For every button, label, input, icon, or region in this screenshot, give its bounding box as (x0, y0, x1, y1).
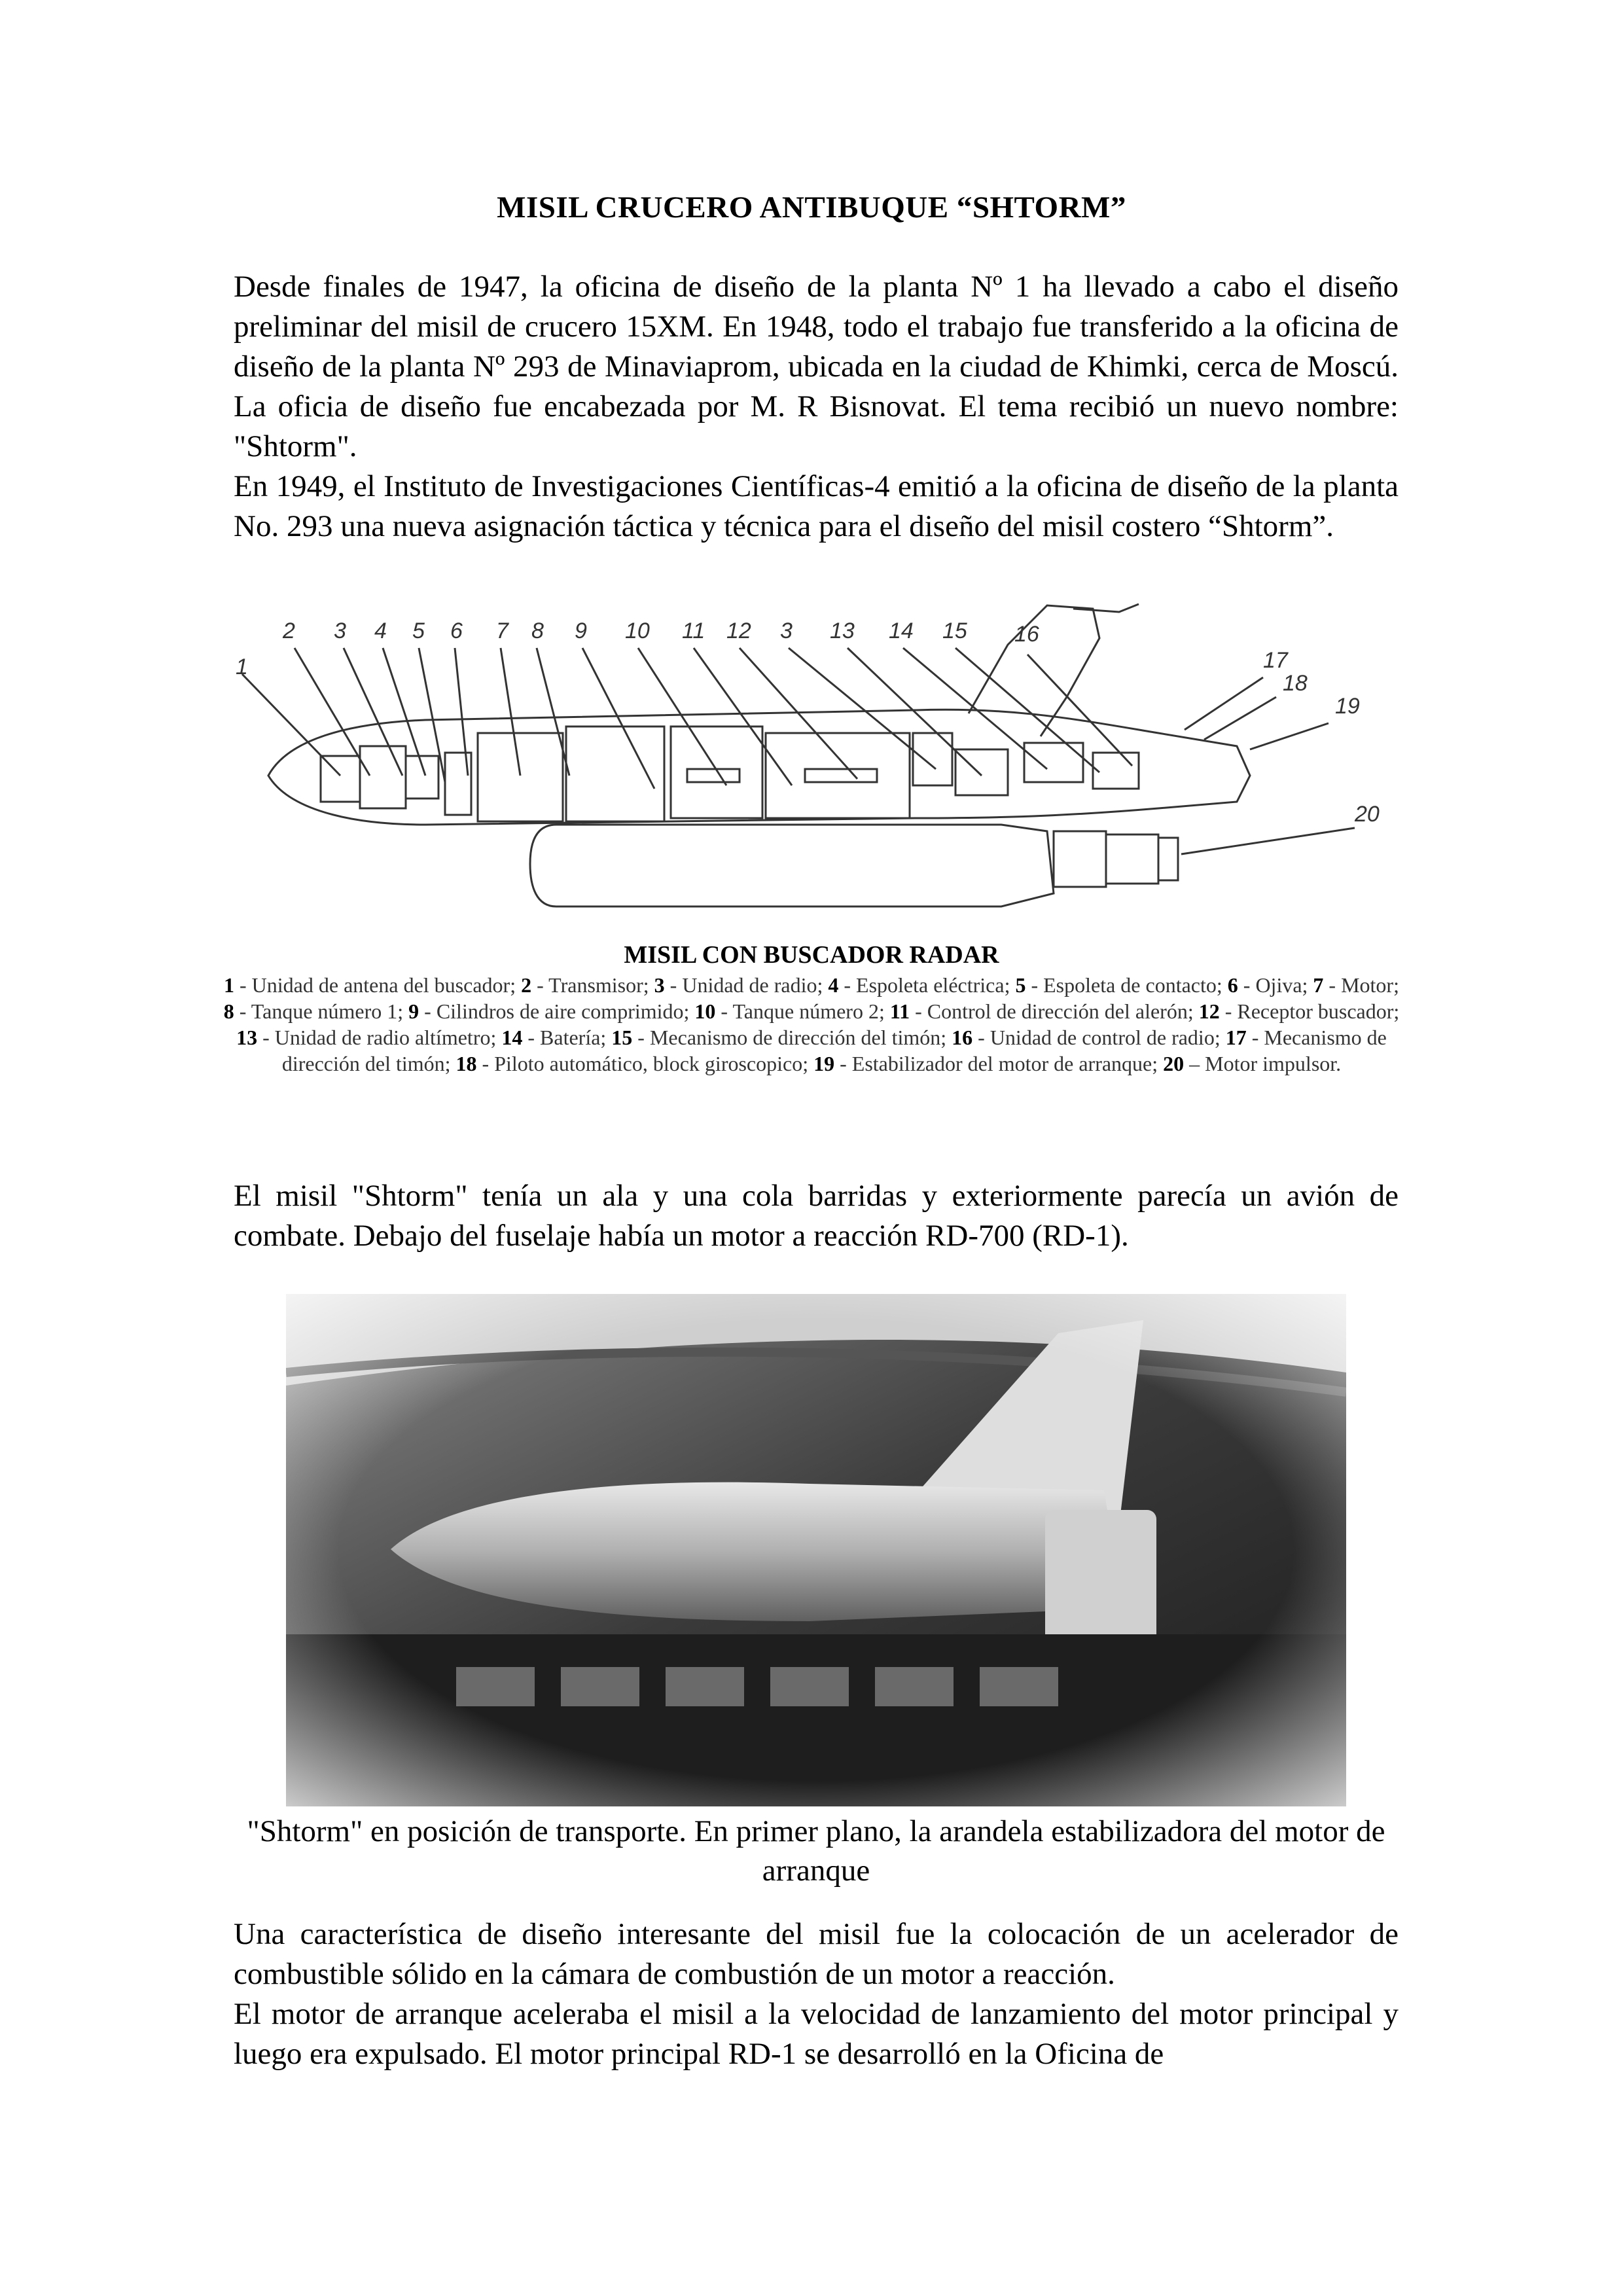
legend-number: 10 (694, 999, 716, 1023)
callout-5: 5 (412, 619, 425, 643)
callout-6: 6 (450, 619, 463, 643)
callout-17: 17 (1263, 648, 1288, 673)
legend-text: - Unidad de antena del buscador; (234, 973, 522, 997)
legend-number: 9 (408, 999, 419, 1023)
figure-caption-title: MISIL CON BUSCADOR RADAR (624, 941, 999, 969)
legend-text: - Cilindros de aire comprimido; (419, 999, 695, 1023)
description-paragraph: El misil "Shtorm" tenía un ala y una cola barridas y exteriormente parecía un avión de combate. Debajo del fuselaje había un motor a reacción RD-700 (RD-1). (234, 1179, 1399, 1253)
callout-15: 15 (942, 619, 967, 643)
callout-11: 11 (682, 619, 705, 643)
legend-number: 3 (654, 973, 665, 997)
closing-paragraph-2: El motor de arranque aceleraba el misil a la velocidad de lanzamiento del motor principal y luego era expulsado. El motor principal RD-1 se desarrolló en la Oficina de (234, 1997, 1399, 2071)
legend-number: 20 (1163, 1052, 1185, 1075)
closing-text (234, 1914, 1399, 2074)
callout-1: 1 (236, 655, 248, 679)
callout-12: 12 (726, 619, 751, 643)
legend-text: - Piloto automático, block giroscopico; (476, 1052, 814, 1075)
intro-paragraph-1: Desde finales de 1947, la oficina de diseño de la planta Nº 1 ha llevado a cabo el diseño preliminar del misil de crucero 15XM. En 1948, todo el trabajo fue transferido a la oficina de diseño de la planta Nº 293 de Minaviaprom, ubicada en la ciudad de Khimki, cerca de Moscú. La oficia de diseño fue encabezada por M. R Bisnovat. El tema recibió un nuevo nombre: "Shtorm". (234, 270, 1399, 463)
callout-3: 3 (334, 619, 346, 643)
legend-number: 11 (889, 999, 910, 1023)
legend-number: 1 (224, 973, 235, 997)
legend-number: 18 (455, 1052, 477, 1075)
callout-13: 13 (830, 619, 855, 643)
legend-text: - Tanque número 1; (234, 999, 409, 1023)
legend-text: - Batería; (522, 1026, 612, 1049)
missile-schematic (229, 599, 1391, 929)
legend-number: 6 (1227, 973, 1238, 997)
legend-text: - Ojiva; (1238, 973, 1313, 997)
intro-text (234, 267, 1399, 547)
legend-text: - Motor; (1323, 973, 1399, 997)
callout-8: 8 (531, 619, 544, 643)
legend-text: – Motor impulsor. (1184, 1052, 1342, 1075)
legend-text: - Mecanismo de dirección del timón; (281, 1026, 1387, 1075)
legend-text: - Tanque número 2; (715, 999, 890, 1023)
legend-text: - Unidad de control de radio; (972, 1026, 1226, 1049)
legend-number: 13 (236, 1026, 258, 1049)
callout-20: 20 (1355, 802, 1380, 827)
legend-text: - Espoleta eléctrica; (838, 973, 1016, 997)
legend-number: 7 (1313, 973, 1324, 997)
callout-3b: 3 (780, 619, 793, 643)
photo-caption: "Shtorm" en posición de transporte. En primer plano, la arandela estabilizadora del motor de arranque (247, 1814, 1385, 1888)
callout-19: 19 (1335, 694, 1360, 719)
missile-photo (286, 1294, 1346, 1806)
legend-text: - Estabilizador del motor de arranque; (834, 1052, 1164, 1075)
legend-text: - Control de dirección del alerón; (910, 999, 1199, 1023)
legend-number: 5 (1015, 973, 1026, 997)
booster-outline (530, 825, 1054, 906)
intro-paragraph-2: En 1949, el Instituto de Investigaciones Científicas-4 emitió a la oficina de diseño de la planta No. 293 una nueva asignación táctica y técnica para el diseño del misil costero “Shtorm”. (234, 469, 1399, 543)
legend-number: 8 (223, 999, 234, 1023)
document-title: MISIL CRUCERO ANTIBUQUE “SHTORM” (497, 190, 1126, 224)
legend-number: 16 (952, 1026, 973, 1049)
legend-text: - Mecanismo de dirección del timón; (632, 1026, 952, 1049)
legend-number: 12 (1198, 999, 1220, 1023)
callout-10: 10 (625, 619, 650, 643)
legend-number: 17 (1225, 1026, 1247, 1049)
legend-text: - Unidad de radio altímetro; (257, 1026, 502, 1049)
legend-number: 19 (813, 1052, 835, 1075)
legend-text: - Receptor buscador; (1219, 999, 1400, 1023)
callout-4: 4 (374, 619, 387, 643)
legend-number: 4 (828, 973, 839, 997)
legend-number: 2 (521, 973, 532, 997)
legend-text: - Espoleta de contacto; (1026, 973, 1228, 997)
legend-text: - Unidad de radio; (664, 973, 829, 997)
callout-18: 18 (1283, 671, 1308, 696)
callout-2: 2 (283, 619, 295, 643)
callout-14: 14 (889, 619, 914, 643)
legend-text: - Transmisor; (531, 973, 654, 997)
figure-legend (223, 972, 1400, 1077)
callout-7: 7 (496, 619, 508, 643)
legend-number: 14 (501, 1026, 523, 1049)
closing-paragraph-1: Una característica de diseño interesante del misil fue la colocación de un acelerador de combustible sólido en la cámara de combustión de un motor a reacción. (234, 1917, 1399, 1991)
callout-9: 9 (575, 619, 587, 643)
callout-16: 16 (1014, 622, 1039, 647)
legend-number: 15 (611, 1026, 633, 1049)
